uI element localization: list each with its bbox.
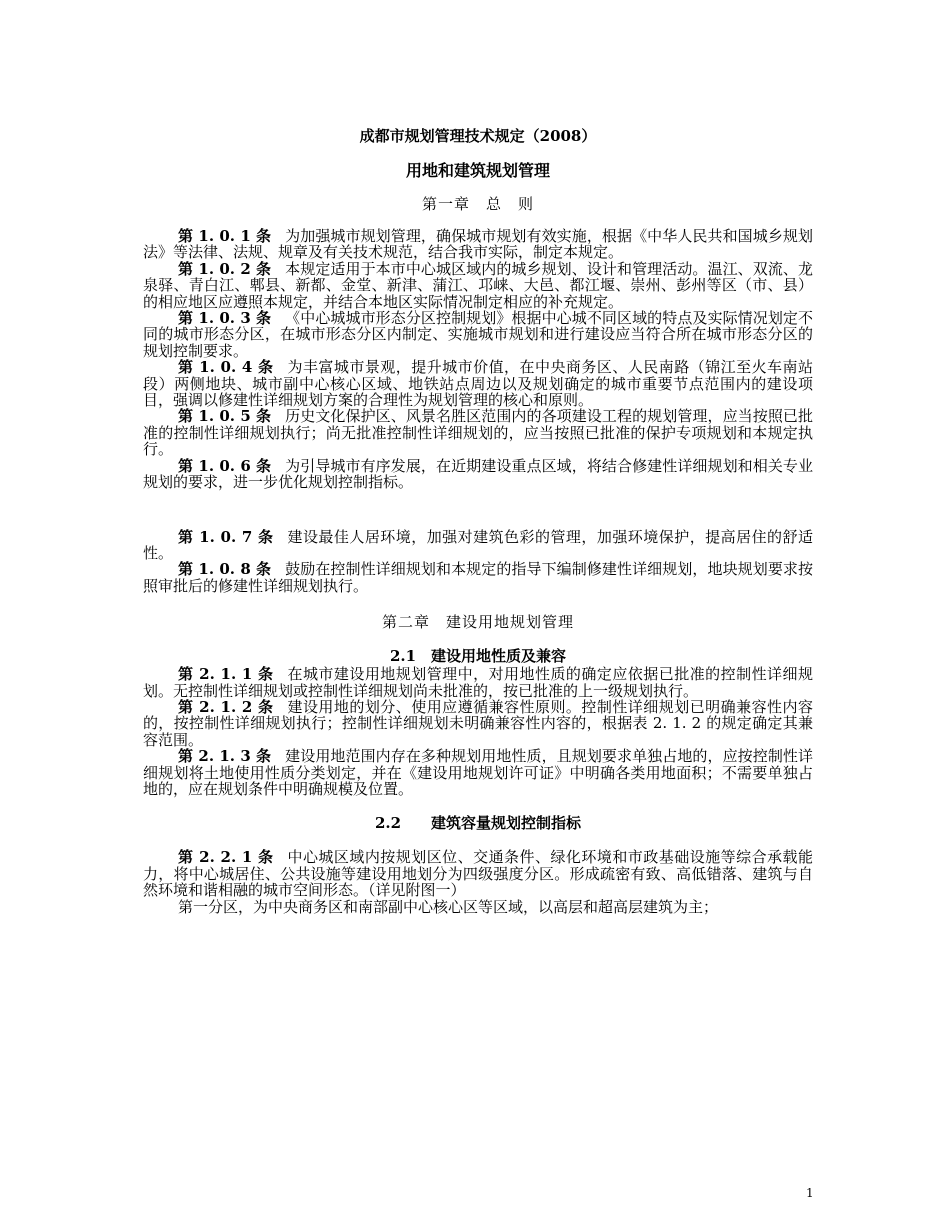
page-number: 1 bbox=[806, 1186, 814, 1200]
article-number: 第 2. 1. 3 条 bbox=[178, 747, 272, 766]
article-text: 建设用地的划分、使用应遵循兼容性原则。控制性详细规划已明确兼容性内容的，按控制性详细规划执行；控制性详细规划未明确兼容性内容的，根据表 2. 1. 2 的规定确定其兼容范围。 bbox=[143, 697, 813, 749]
article-text: 为加强城市规划管理，确保城市规划有效实施，根据《中华人民共和国城乡规划法》等法律、法规、规章及有关技术规范，结合我市实际，制定本规定。 bbox=[143, 227, 813, 262]
article-text: 本规定适用于本市中心城区域内的城乡规划、设计和管理活动。温江、双流、龙泉驿、青白江、郫县、新都、金堂、新津、蒲江、邛崃、大邑、都江堰、崇州、彭州等区（市、县）的相应地区应遵照本规定，并结合本地区实际情况制定相应的补充规定。 bbox=[143, 259, 813, 311]
document-subtitle: 用地和建筑规划管理 bbox=[405, 161, 550, 180]
article-text: 在城市建设用地规划管理中，对用地性质的确定应依据已批准的控制性详细规划。无控制性详细规划或控制性详细规划尚未批准的，按已批准的上一级规划执行。 bbox=[143, 665, 813, 700]
article-1-0-7 bbox=[143, 529, 813, 562]
article-number: 第 1. 0. 4 条 bbox=[178, 358, 274, 377]
article-1-0-4 bbox=[143, 359, 813, 408]
zone-1-paragraph: 第一分区，为中央商务区和南部副中心核心区等区域，以高层和超高层建筑为主； bbox=[178, 897, 719, 916]
article-text: 为丰富城市景观，提升城市价值，在中央商务区、人民南路（锦江至火车南站段）两侧地块、城市副中心核心区域、地铁站点周边以及规划确定的城市重要节点范围内的建设项目，强调以修建性详细规划方案的合理性为规划管理的核心和原则。 bbox=[143, 358, 813, 410]
article-number: 第 1. 0. 8 条 bbox=[178, 560, 272, 579]
article-1-0-1 bbox=[143, 228, 813, 261]
article-2-1-2 bbox=[143, 699, 813, 748]
section-2-2-heading: 2.2 建筑容量规划控制指标 bbox=[374, 814, 582, 833]
article-number: 第 2. 1. 1 条 bbox=[178, 665, 274, 684]
chapter-1-heading: 第一章 总 则 bbox=[421, 195, 534, 213]
article-2-1-1 bbox=[143, 666, 813, 699]
article-text: 建设用地范围内存在多种规划用地性质，且规划要求单独占地的，应按控制性详细规划将土地使用性质分类划定，并在《建设用地规划许可证》中明确各类用地面积；不需要单独占地的，应在规划条件中明确规模及位置。 bbox=[143, 747, 813, 798]
article-number: 第 1. 0. 5 条 bbox=[178, 407, 272, 426]
article-text: 《中心城城市形态分区控制规划》根据中心城不同区域的特点及实际情况划定不同的城市形态分区，在城市形态分区内制定、实施城市规划和进行建设应当符合所在城市形态分区的规划控制要求。 bbox=[143, 309, 813, 360]
article-2-2-1 bbox=[143, 849, 813, 898]
article-number: 第 1. 0. 1 条 bbox=[178, 227, 272, 245]
article-number: 第 2. 1. 2 条 bbox=[178, 697, 274, 716]
article-1-0-2 bbox=[143, 261, 813, 310]
article-number: 第 1. 0. 2 条 bbox=[178, 259, 272, 278]
article-1-0-8 bbox=[143, 561, 813, 594]
article-number: 第 1. 0. 6 条 bbox=[178, 456, 272, 475]
article-2-1-3 bbox=[143, 748, 813, 797]
document-body bbox=[143, 126, 813, 915]
article-text: 中心城区域内按规划区位、交通条件、绿化环境和市政基础设施等综合承载能力，将中心城居住、公共设施等建设用地划分为四级强度分区。形成疏密有致、高低错落、建筑与自然环境和谐相融的城市空间形态。（详见附图一） bbox=[143, 848, 813, 900]
article-1-0-3 bbox=[143, 310, 813, 359]
article-text: 历史文化保护区、风景名胜区范围内的各项建设工程的规划管理，应当按照已批准的控制性详细规划执行；尚无批准控制性详细规划的，应当按照已批准的保护专项规划和本规定执行。 bbox=[143, 407, 813, 459]
article-number: 第 1. 0. 3 条 bbox=[178, 309, 272, 328]
chapter-2-heading: 第二章 建设用地规划管理 bbox=[381, 613, 574, 632]
article-1-0-5 bbox=[143, 408, 813, 457]
section-2-1-heading: 2.1 建设用地性质及兼容 bbox=[389, 647, 567, 666]
article-number: 第 2. 2. 1 条 bbox=[178, 848, 274, 867]
article-1-0-6 bbox=[143, 458, 813, 491]
article-text: 鼓励在控制性详细规划和本规定的指导下编制修建性详细规划，地块规划要求按照审批后的修建性详细规划执行。 bbox=[143, 560, 813, 595]
article-text: 建设最佳人居环境，加强对建筑色彩的管理，加强环境保护，提高居住的舒适性。 bbox=[143, 527, 813, 562]
article-number: 第 1. 0. 7 条 bbox=[178, 527, 274, 546]
document-title: 成都市规划管理技术规定（2008） bbox=[359, 127, 597, 145]
article-text: 为引导城市有序发展，在近期建设重点区域，将结合修建性详细规划和相关专业规划的要求，进一步优化规划控制指标。 bbox=[143, 456, 813, 492]
